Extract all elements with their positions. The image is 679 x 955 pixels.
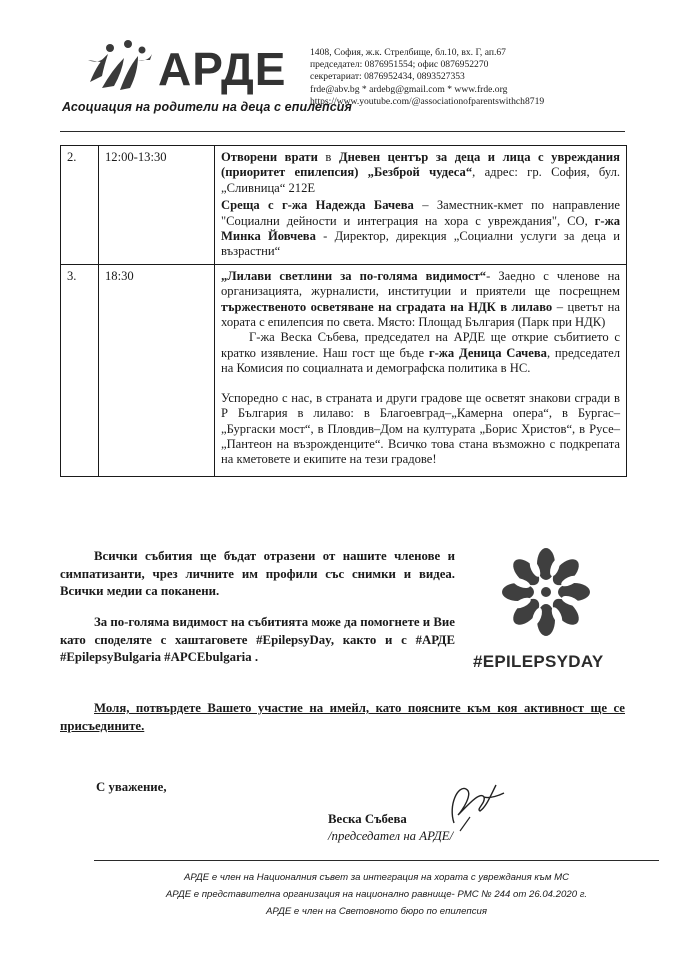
- logo-wordmark: АРДЕ: [158, 43, 287, 95]
- meeting-guest-role: - Директор, дирекция „Социални услуги за деца и възрастни“: [221, 229, 620, 259]
- header-divider: [60, 131, 625, 132]
- event-text: - Заедно с членове на организацията, журналисти, институции и приятели ще посрещнем: [221, 268, 620, 299]
- contact-emails[interactable]: frde@abv.bg * ardebg@gmail.com * www.frde.org: [310, 83, 508, 95]
- opening-text: Г-жа Веска Събева, председател на АРДЕ ще открие събитието с кратко изявление. Наш гост ще бъде: [221, 330, 620, 360]
- signer-name: Веска Събева: [328, 812, 407, 826]
- meeting-guest: г-жа Минка Йовчева: [221, 213, 620, 244]
- logo-subtitle: Асоциация на родители на деца с епилепсия: [62, 100, 352, 114]
- hashtag-paragraph: За по-голяма видимост на събитията може да помогнете и Вие като споделяте с хаштаговете #EpilepsyDay, както и с #АРДЕ #EpilepsyBulgaria #APCEbulgaria .: [60, 615, 455, 664]
- event-highlight: тържественото осветяване на сградата на НДК в лилаво: [221, 299, 553, 314]
- table-row: [61, 264, 627, 476]
- signature-icon: [440, 775, 510, 835]
- contact-chair-phone: председател: 0876951554; офис 0876952270: [310, 59, 489, 71]
- confirmation-request: Моля, потвърдете Вашето участие на имейл, като поясните към коя активност ще се присъедините.: [60, 701, 625, 733]
- flower-icon: [468, 540, 618, 652]
- epilepsy-day-hashtag: #EPILEPSYDAY: [473, 652, 604, 671]
- table-row: [61, 146, 627, 265]
- meeting-title: Среща с г-жа Надежда Бачева: [221, 198, 414, 213]
- footer-line-representative: АРДЕ е представителна организация на национално равнище- РМС № 244 от 26.04.2020 г.: [165, 889, 588, 900]
- handwritten-signature: [440, 775, 510, 835]
- contact-address: 1408, София, ж.к. Стрелбище, бл.10, вх. Г, ап.67: [310, 47, 506, 58]
- event-text: в: [317, 150, 339, 164]
- row-description: [215, 146, 627, 265]
- greeting: С уважение,: [96, 780, 167, 794]
- row-number: 3.: [61, 264, 99, 476]
- guest-name: г-жа Деница Сачева: [428, 345, 547, 360]
- event-location: – цветът на хората с епилепсия по света. Място: Площад България (Парк при НДК): [221, 299, 620, 330]
- meeting-text: – Заместник-кмет по направление "Социални дейности и интеграция на хора с увреждания", СО,: [221, 198, 620, 228]
- event-title: Отворени врати: [221, 150, 318, 164]
- signer-role: /председател на АРДЕ/: [328, 829, 454, 843]
- row-description: [215, 264, 627, 476]
- contact-youtube-link[interactable]: https://www.youtube.com/@associationofparentswithch8719: [310, 95, 545, 107]
- row-time: 12:00-13:30: [99, 146, 215, 265]
- row-number: 2.: [61, 146, 99, 265]
- row-time: 18:30: [99, 264, 215, 476]
- epilepsy-day-logo: [468, 540, 618, 660]
- footer-line-council: АРДЕ е член на Националния съвет за интеграция на хората с увреждания към МС: [183, 872, 570, 883]
- footer-divider: [94, 860, 659, 861]
- coverage-paragraph: Всички събития ще бъдат отразени от нашите членове и симпатизанти, чрез личните им профили със снимки и видеа. Всички медии са поканени.: [60, 549, 455, 598]
- schedule-table: [60, 145, 627, 477]
- guest-role: , председател на Комисия по социалната и демографска политика в НС.: [221, 345, 620, 376]
- event-address: , адрес: гр. София, бул. „Сливница“ 212Е: [221, 165, 620, 195]
- event-venue: Дневен център за деца и лица с увреждания (приоритет епилепсия) „Безброй чудеса“: [221, 150, 620, 180]
- contact-block: [310, 47, 544, 108]
- arde-logo-graphic: [80, 30, 310, 105]
- event-title: „Лилави светлини за по-голяма видимост“: [221, 268, 487, 283]
- contact-secretariat: секретариат: 0876952434, 0893527353: [310, 71, 465, 83]
- footer-line-ibe: АРДЕ е член на Световното бюро по епилепсия: [266, 906, 487, 917]
- parallel-cities-text: Успоредно с нас, в страната и други градове ще осветят знакови сгради в Р България в лилаво: в Благоевград–„Камерна опера“, в Бургас–„Бургаски мост“, в Пловдив–Дом на културата „Борис Христов“, в Русе–„Пантеон на възрожденците“. Всичко това стана възможно с подкрепата на кметовете и екипите на тези градове!: [221, 390, 620, 467]
